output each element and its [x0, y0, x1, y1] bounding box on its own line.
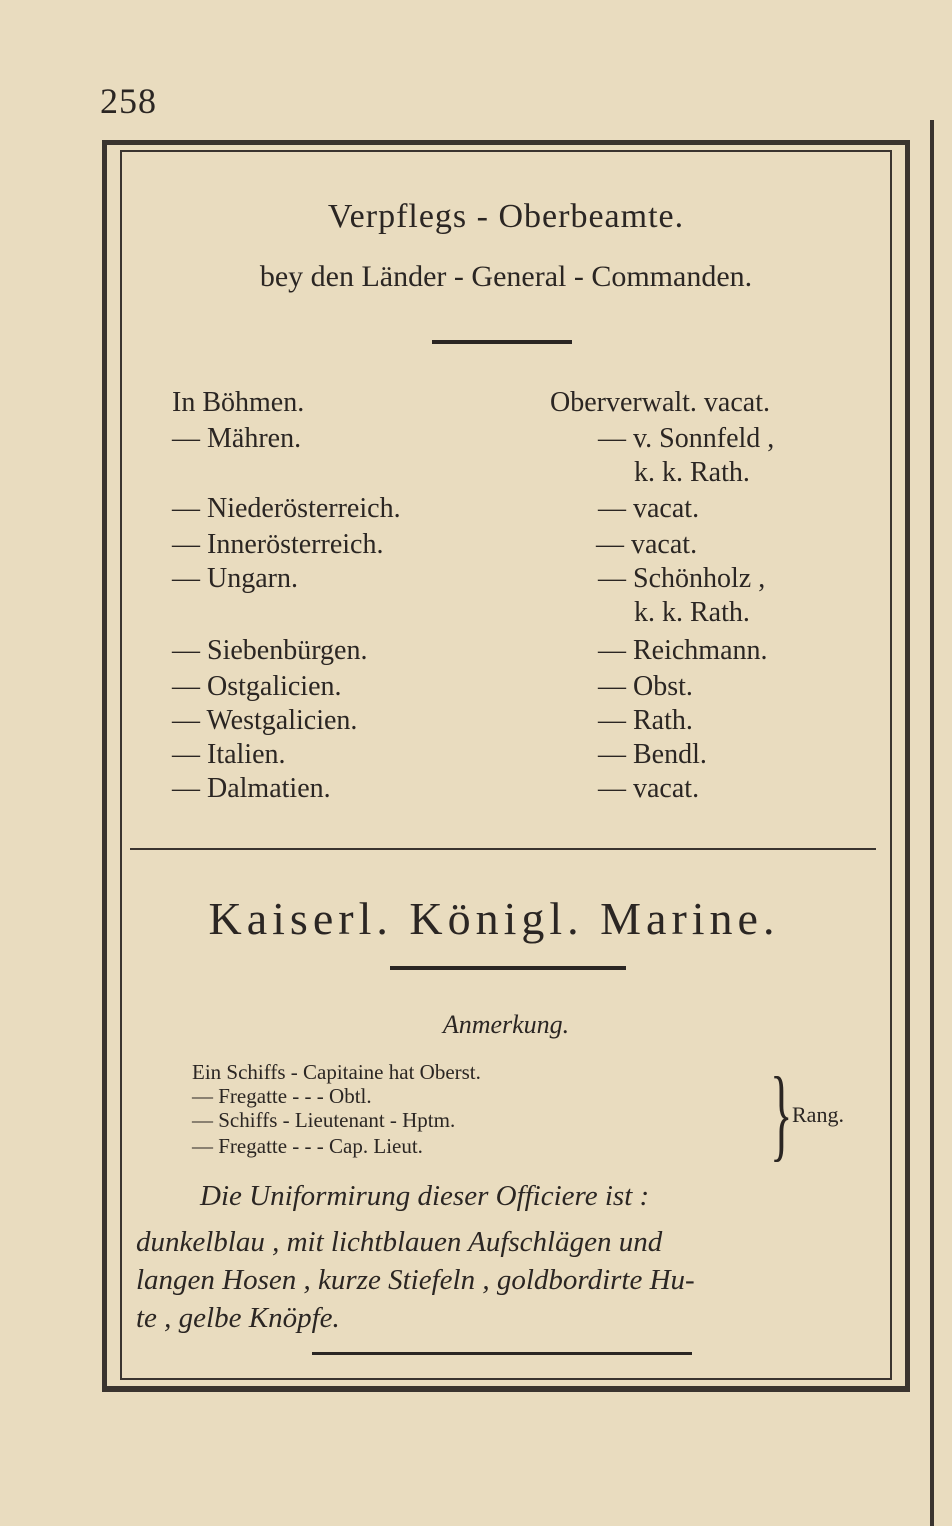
- region-label: — Ungarn.: [172, 563, 298, 594]
- uniform-text-line: te , gelbe Knöpfe.: [136, 1302, 340, 1334]
- facing-page-edge: [930, 120, 952, 1526]
- region-label: — Niederösterreich.: [172, 493, 401, 524]
- region-label: — Dalmatien.: [172, 773, 331, 804]
- closing-rule: [312, 1352, 692, 1355]
- official-entry: — Bendl.: [598, 739, 707, 770]
- section-title: Verpflegs - Oberbeamte.: [327, 198, 685, 235]
- rank-line: — Fregatte - - - Obtl.: [192, 1084, 372, 1108]
- curly-brace-icon: }: [770, 1056, 793, 1171]
- official-entry: — vacat.: [598, 773, 700, 804]
- bottom-frame-thick: [102, 1386, 910, 1392]
- region-label: In Böhmen.: [172, 387, 305, 418]
- title-rule: [432, 340, 572, 344]
- section-divider: [130, 848, 876, 850]
- region-label: — Ostgalicien.: [172, 671, 342, 702]
- uniform-text-line: langen Hosen , kurze Stiefeln , goldbordirte Hu-: [136, 1264, 695, 1296]
- region-label: — Siebenbürgen.: [172, 635, 368, 666]
- official-entry: k. k. Rath.: [634, 597, 750, 628]
- page-number: 258: [100, 81, 157, 121]
- rank-label: Rang.: [792, 1102, 844, 1127]
- official-entry: — Schönholz ,: [598, 563, 766, 594]
- official-entry: — vacat.: [596, 529, 698, 560]
- marine-rule: [390, 966, 626, 970]
- official-entry: — v. Sonnfeld ,: [598, 423, 775, 454]
- official-entry: — Rath.: [598, 705, 693, 736]
- uniform-text-line: Die Uniformirung dieser Officiere ist :: [200, 1180, 650, 1212]
- region-label: — Innerösterreich.: [172, 529, 384, 560]
- official-entry: — Reichmann.: [598, 635, 768, 666]
- region-label: — Mähren.: [172, 423, 302, 454]
- marine-heading: Kaiserl. Königl. Marine.: [208, 893, 780, 944]
- region-label: — Italien.: [172, 739, 286, 770]
- official-entry: Oberverwalt. vacat.: [550, 387, 770, 418]
- rank-line: — Schiffs - Lieutenant - Hptm.: [192, 1108, 456, 1132]
- region-label: — Westgalicien.: [172, 705, 358, 736]
- official-entry: k. k. Rath.: [634, 457, 750, 488]
- section-subtitle: bey den Länder - General - Commanden.: [259, 260, 753, 293]
- official-entry: — vacat.: [598, 493, 700, 524]
- bottom-frame-line: [120, 1378, 892, 1380]
- rank-line: — Fregatte - - - Cap. Lieut.: [192, 1134, 423, 1158]
- note-title: Anmerkung.: [442, 1010, 570, 1039]
- official-entry: — Obst.: [598, 671, 693, 702]
- uniform-text-line: dunkelblau , mit lichtblauen Aufschlägen und: [136, 1226, 663, 1258]
- rank-line: Ein Schiffs - Capitaine hat Oberst.: [192, 1060, 481, 1084]
